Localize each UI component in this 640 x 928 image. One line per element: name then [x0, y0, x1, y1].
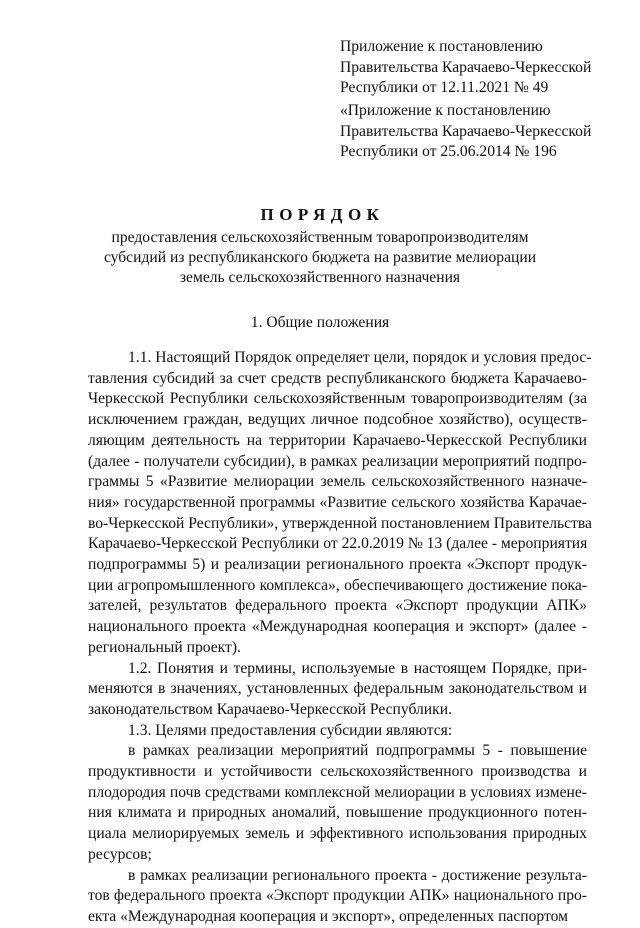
paragraph-line: (далее - получатели субсидии), в рамках реализации мероприятий подпро- [88, 452, 587, 470]
paragraph-line: тов федерального проекта «Экспорт продукции АПК» национального про- [88, 887, 587, 905]
document-subtitle [0, 228, 640, 288]
paragraph-line: 1.2. Понятия и термины, используемые в настоящем Порядке, при- [128, 659, 587, 677]
paragraph-line: циала мелиорируемых земель и эффективного использования природных [88, 825, 587, 843]
paragraph-line: продуктивности и устойчивости сельскохозяйственного производства и [88, 763, 587, 781]
appendix-line: Республики от 12.11.2021 № 49 [340, 79, 549, 96]
paragraph-line: 1.3. Целями предоставления субсидии являются: [128, 721, 453, 739]
paragraph-line: 1.1. Настоящий Порядок определяет цели, порядок и условия предос- [128, 349, 592, 366]
paragraph-line: региональный проект). [88, 638, 241, 656]
appendix-line: Правительства Карачаево-Черкесской [340, 58, 592, 76]
paragraph-line: екта «Международная кооперация и экспорт», определенных паспортом [88, 907, 568, 925]
paragraph-line: в рамках реализации мероприятий подпрограммы 5 - повышение [128, 742, 587, 760]
paragraph [88, 741, 587, 865]
appendix-line: Республики от 25.06.2014 № 196 [340, 143, 557, 160]
paragraph [88, 866, 587, 928]
paragraph-line: тавления субсидий за счет средств республиканского бюджета Карачаево- [88, 369, 587, 387]
appendix-line: «Приложение к постановлению [340, 102, 551, 119]
paragraph-line: зателей, результатов федерального проекта «Экспорт продукции АПК» [88, 597, 587, 615]
paragraph-line: Черкесской Республики сельскохозяйственным товаропроизводителям (за [88, 390, 587, 408]
paragraph-line: плодородия почв средствами комплексной мелиорации в условиях измене- [88, 783, 587, 801]
section-heading: 1. Общие положения [250, 314, 390, 331]
appendix-note-original [340, 101, 591, 163]
paragraph-line: законодательством Карачаево-Черкесской Республики. [88, 700, 452, 718]
paragraph-line: во-Черкесской Республики», утвержденной постановлением Правительства [88, 514, 592, 532]
paragraph-line: подпрограммы 5) и реализации регионального проекта «Экспорт продук- [88, 556, 587, 574]
subtitle-line: субсидий из республиканского бюджета на развитие мелиорации [103, 249, 537, 266]
paragraph-line: Карачаево-Черкесской Республики от 22.0.2019 № 13 (далее - мероприятия [88, 535, 588, 553]
document-body [88, 348, 592, 928]
paragraph-line: ния климата и природных аномалий, повышение продукционного потен- [88, 804, 587, 822]
document-title: ПОРЯДОК [260, 205, 385, 224]
appendix-note-current [340, 37, 591, 99]
paragraph-line: в рамках реализации регионального проекта - достижение результа- [128, 866, 587, 884]
paragraph-line: ляющим деятельность на территории Карачаево-Черкесской Республики [88, 431, 587, 449]
paragraph-line: ции агропромышленного комплекса», обеспечивающего достижение пока- [88, 576, 587, 594]
paragraph [88, 721, 587, 742]
paragraph [88, 659, 587, 721]
paragraph-line: меняются в значениях, установленных федеральным законодательством и [88, 680, 587, 698]
subtitle-line: земель сельскохозяйственного назначения [179, 269, 461, 286]
paragraph-line: национального проекта «Международная кооперация и экспорт» (далее - [88, 618, 587, 636]
paragraph-line: исключением граждан, ведущих личное подсобное хозяйство), осуществ- [88, 411, 587, 429]
appendix-line: Приложение к постановлению [340, 38, 543, 55]
subtitle-line: предоставления сельскохозяйственным товаропроизводителям [111, 229, 529, 246]
paragraph-line: ния» государственной программы «Развитие сельского хозяйства Карачае- [88, 493, 587, 511]
paragraph-line: граммы 5 «Развитие мелиорации земель сельскохозяйственного назначе- [88, 473, 587, 491]
paragraph-line: ресурсов; [88, 845, 152, 863]
paragraph [88, 348, 592, 659]
appendix-line: Правительства Карачаево-Черкесской [340, 122, 592, 140]
document-title-block [0, 204, 640, 288]
